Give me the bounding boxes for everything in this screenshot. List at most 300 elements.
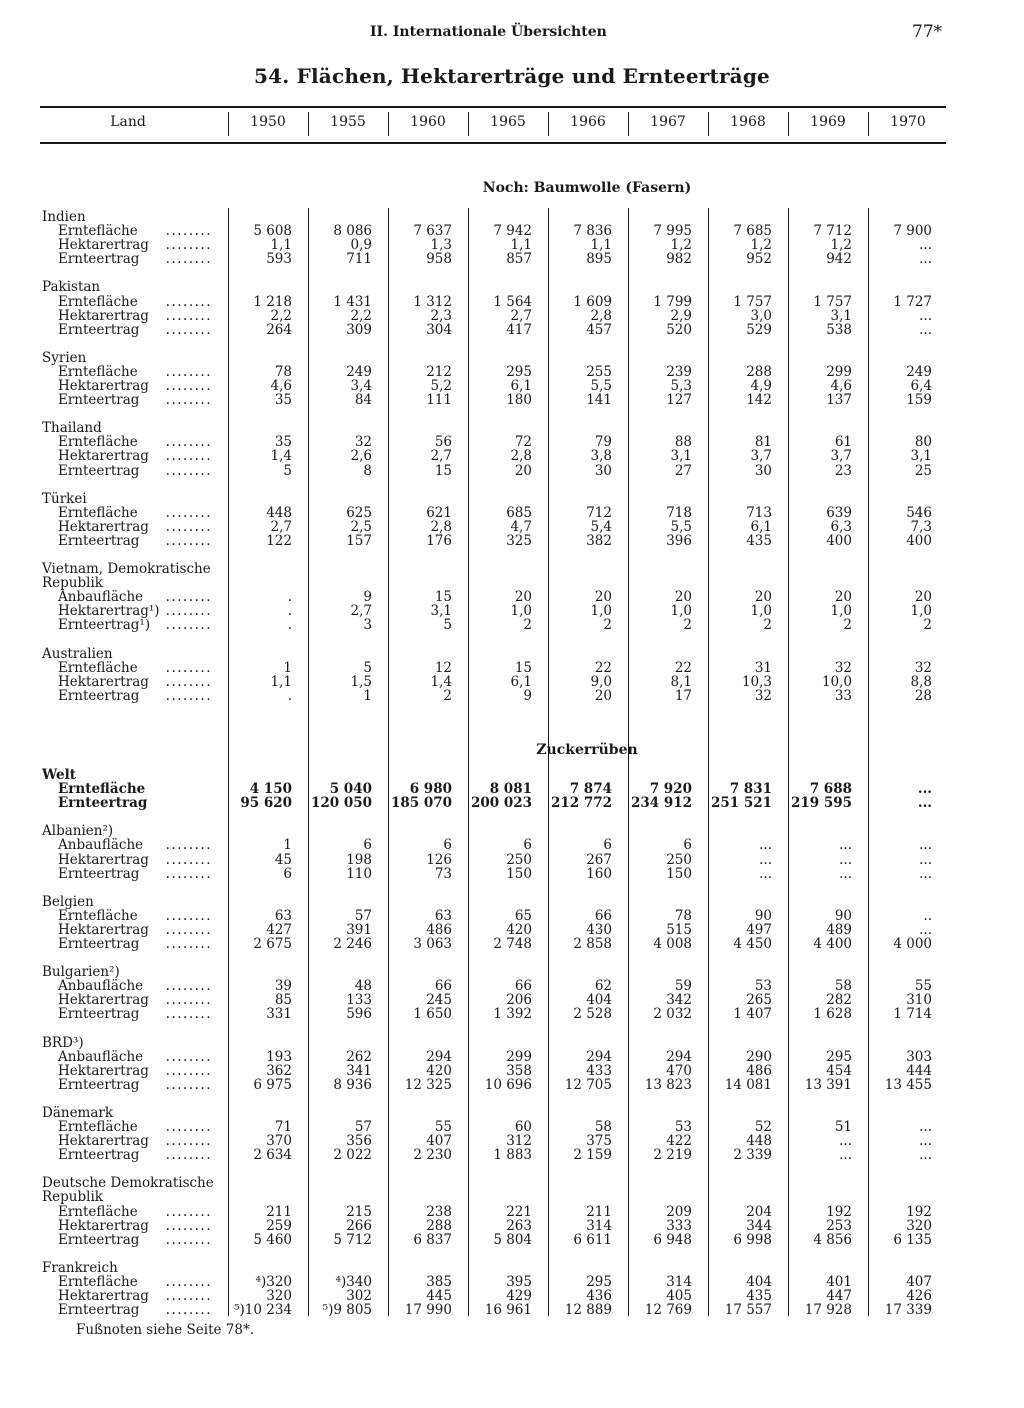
table-cell: 200 023 xyxy=(470,795,532,812)
row-label: Ernteertrag xyxy=(58,462,140,479)
table-cell: 470 xyxy=(666,1062,692,1079)
country-name: Frankreich xyxy=(42,1259,118,1276)
table-cell: ⁵)9 805 xyxy=(322,1302,372,1319)
table-row xyxy=(0,435,1024,449)
table-cell: 23 xyxy=(834,462,852,479)
table-cell: 314 xyxy=(586,1217,612,1234)
leader-dots: ........ xyxy=(165,673,212,690)
table-cell: 262 xyxy=(346,1048,372,1065)
row-label: Hektarertrag xyxy=(58,518,149,535)
table-cell: 13 823 xyxy=(644,1076,692,1093)
table-cell: 249 xyxy=(906,363,932,380)
table-row xyxy=(0,520,1024,534)
table-cell: 57 xyxy=(354,1119,372,1135)
table-cell: 7 836 xyxy=(573,223,612,240)
table-cell: 141 xyxy=(586,392,612,409)
leader-dots: ........ xyxy=(165,617,212,634)
table-cell: 952 xyxy=(746,251,772,268)
table-cell: 9 xyxy=(523,687,532,704)
table-row xyxy=(0,867,1024,881)
country-row xyxy=(0,492,1024,506)
country-row xyxy=(0,1190,1024,1204)
table-cell: ... xyxy=(839,851,852,868)
table-cell: 4,9 xyxy=(750,378,772,394)
table-cell: 3,7 xyxy=(750,448,772,465)
leader-dots: ........ xyxy=(165,921,212,938)
table-cell: 312 xyxy=(506,1133,532,1150)
table-cell: 90 xyxy=(754,907,772,924)
row-label: Ernteertrag xyxy=(58,532,140,549)
table-cell: 66 xyxy=(514,978,532,995)
table-cell: 2 858 xyxy=(573,936,612,952)
table-cell: 20 xyxy=(834,589,852,606)
table-cell: 2 634 xyxy=(253,1147,292,1164)
table-row xyxy=(0,1205,1024,1219)
table-cell: 7,3 xyxy=(910,518,932,535)
table-cell: 1 xyxy=(363,687,372,704)
table-row xyxy=(0,1078,1024,1092)
table-cell: 9,0 xyxy=(590,673,612,690)
table-cell: ⁵)10 234 xyxy=(234,1302,292,1319)
table-cell: 58 xyxy=(834,978,852,995)
table-cell: 10,3 xyxy=(741,673,772,690)
table-cell: 20 xyxy=(514,589,532,606)
table-cell: 266 xyxy=(346,1217,372,1234)
table-cell: 245 xyxy=(426,992,452,1009)
table-cell: 7 688 xyxy=(809,781,852,798)
table-cell: 3,1 xyxy=(830,307,852,324)
country-name: BRD³) xyxy=(42,1034,84,1051)
table-cell: 6 xyxy=(683,837,692,854)
row-label: Ernteertrag xyxy=(58,865,140,882)
table-cell: 6 xyxy=(443,837,452,854)
leader-dots: ........ xyxy=(165,907,212,924)
table-cell: 713 xyxy=(746,504,772,521)
row-label: Hektarertrag xyxy=(58,673,149,690)
leader-dots: ........ xyxy=(165,992,212,1009)
row-label: Ernteertrag xyxy=(58,1006,140,1023)
table-row xyxy=(0,618,1024,632)
table-cell: 253 xyxy=(826,1217,852,1234)
table-cell: 5 xyxy=(283,462,292,479)
table-cell: 333 xyxy=(666,1217,692,1234)
table-cell: 2,8 xyxy=(430,518,452,535)
table-cell: 20 xyxy=(674,589,692,606)
table-cell: 331 xyxy=(266,1006,292,1023)
row-label: Ernteertrag xyxy=(58,1076,140,1093)
leader-dots: ........ xyxy=(165,1288,212,1304)
table-cell: 72 xyxy=(514,434,532,451)
row-label: Hektarertrag xyxy=(58,1133,149,1150)
table-cell: 204 xyxy=(746,1203,772,1220)
table-cell: 294 xyxy=(426,1048,452,1065)
footnote-reference: Fußnoten siehe Seite 78*. xyxy=(76,1322,254,1338)
table-cell: 718 xyxy=(666,504,692,521)
table-cell: 160 xyxy=(586,865,612,882)
table-cell: 39 xyxy=(274,978,292,995)
row-label: Ernteertrag xyxy=(58,1231,140,1248)
table-cell: 497 xyxy=(746,921,772,938)
table-cell: 1,5 xyxy=(350,673,372,690)
table-row xyxy=(0,838,1024,852)
row-label: Ernteertrag xyxy=(58,936,140,952)
table-cell: ... xyxy=(919,921,932,938)
table-cell: 2 339 xyxy=(733,1147,772,1164)
table-row xyxy=(0,661,1024,675)
column-header-year: 1950 xyxy=(250,114,286,130)
table-cell: 593 xyxy=(266,251,292,268)
table-cell: 215 xyxy=(346,1203,372,1220)
table-cell: 5 804 xyxy=(493,1231,532,1248)
country-name: Republik xyxy=(42,575,103,592)
table-cell: 1 757 xyxy=(813,293,852,310)
table-cell: ... xyxy=(919,1119,932,1135)
table-cell: 14 081 xyxy=(724,1076,772,1093)
country-row xyxy=(0,768,1024,782)
table-cell: 396 xyxy=(666,532,692,549)
table-row xyxy=(0,979,1024,993)
table-cell: 2 246 xyxy=(333,936,372,952)
table-cell: 3,1 xyxy=(430,603,452,620)
table-cell: 342 xyxy=(666,992,692,1009)
leader-dots: ........ xyxy=(165,1203,212,1220)
table-cell: 78 xyxy=(274,363,292,380)
table-cell: 294 xyxy=(586,1048,612,1065)
column-header-year: 1965 xyxy=(490,114,526,130)
table-cell: 65 xyxy=(514,907,532,924)
table-cell: 192 xyxy=(826,1203,852,1220)
leader-dots: ........ xyxy=(165,837,212,854)
country-name: Türkei xyxy=(42,490,87,507)
table-cell: 3,1 xyxy=(670,448,692,465)
table-cell: 110 xyxy=(346,865,372,882)
country-row xyxy=(0,1261,1024,1275)
table-cell: 2,6 xyxy=(350,448,372,465)
table-cell: 395 xyxy=(506,1273,532,1290)
column-separator xyxy=(228,112,229,136)
table-cell: 6,3 xyxy=(830,518,852,535)
table-cell: 212 772 xyxy=(550,795,612,812)
column-separator xyxy=(468,112,469,136)
table-row xyxy=(0,993,1024,1007)
running-title: II. Internationale Übersichten xyxy=(370,24,607,40)
table-cell: 234 912 xyxy=(630,795,692,812)
table-cell: 55 xyxy=(434,1119,452,1135)
table-cell: 4 856 xyxy=(813,1231,852,1248)
table-cell: 61 xyxy=(834,434,852,451)
table-cell: 639 xyxy=(826,504,852,521)
table-cell: 48 xyxy=(354,978,372,995)
table-cell: 2,7 xyxy=(510,307,532,324)
table-cell: 35 xyxy=(274,392,292,409)
row-label: Erntefläche xyxy=(58,1119,138,1135)
row-label: Hektarertrag xyxy=(58,448,149,465)
country-name: Albanien²) xyxy=(42,823,114,840)
table-cell: 263 xyxy=(506,1217,532,1234)
column-header-year: 1967 xyxy=(650,114,686,130)
table-cell: ... xyxy=(917,795,932,812)
table-cell: 2 xyxy=(683,617,692,634)
table-cell: 299 xyxy=(506,1048,532,1065)
table-cell: 3,0 xyxy=(750,307,772,324)
column-header-year: 1969 xyxy=(810,114,846,130)
table-cell: 6,4 xyxy=(910,378,932,394)
country-name: Dänemark xyxy=(42,1104,114,1121)
table-cell: 60 xyxy=(514,1119,532,1135)
table-cell: 251 521 xyxy=(710,795,772,812)
table-title: 54. Flächen, Hektarerträge und Ernteerträge xyxy=(254,64,770,88)
row-label: Ernteertrag xyxy=(58,795,148,812)
table-cell: 2,8 xyxy=(510,448,532,465)
table-cell: 7 637 xyxy=(413,223,452,240)
table-cell: 1,1 xyxy=(510,237,532,254)
table-cell: 78 xyxy=(674,907,692,924)
table-cell: 28 xyxy=(914,687,932,704)
table-cell: 5,3 xyxy=(670,378,692,394)
row-label: Hektarertrag xyxy=(58,992,149,1009)
table-cell: 85 xyxy=(274,992,292,1009)
row-label: Hektarertrag xyxy=(58,851,149,868)
row-label: Hektarertrag xyxy=(58,1288,149,1304)
table-cell: 2 748 xyxy=(493,936,532,952)
table-cell: 16 961 xyxy=(484,1302,532,1319)
leader-dots: ........ xyxy=(165,363,212,380)
table-row xyxy=(0,252,1024,266)
table-row xyxy=(0,365,1024,379)
row-label: Erntefläche xyxy=(58,659,138,676)
table-cell: 2 xyxy=(843,617,852,634)
table-cell: 407 xyxy=(426,1133,452,1150)
table-cell: 2,3 xyxy=(430,307,452,324)
leader-dots: ........ xyxy=(165,532,212,549)
table-cell: 1 650 xyxy=(413,1006,452,1023)
section-title: Zuckerrüben xyxy=(536,742,638,758)
row-label: Erntefläche xyxy=(58,781,146,798)
table-cell: 32 xyxy=(754,687,772,704)
table-row xyxy=(0,323,1024,337)
column-header-year: 1968 xyxy=(730,114,766,130)
table-cell: 59 xyxy=(674,978,692,995)
table-cell: 111 xyxy=(426,392,452,409)
table-cell: ⁴)340 xyxy=(335,1273,372,1290)
table-cell: 2 230 xyxy=(413,1147,452,1164)
row-label: Anbaufläche xyxy=(58,837,144,854)
table-cell: 6 611 xyxy=(573,1231,612,1248)
leader-dots: ........ xyxy=(165,1062,212,1079)
table-row xyxy=(0,796,1024,810)
table-cell: 417 xyxy=(506,321,532,338)
table-cell: 238 xyxy=(426,1203,452,1220)
country-name: Bulgarien²) xyxy=(42,964,120,981)
table-cell: 126 xyxy=(426,851,452,868)
table-cell: 3 xyxy=(363,617,372,634)
table-cell: 73 xyxy=(434,865,452,882)
table-row xyxy=(0,923,1024,937)
table-cell: 982 xyxy=(666,251,692,268)
column-separator xyxy=(708,112,709,136)
table-cell: 489 xyxy=(826,921,852,938)
table-cell: 454 xyxy=(826,1062,852,1079)
table-cell: 17 xyxy=(674,687,692,704)
leader-dots: ........ xyxy=(165,237,212,254)
table-cell: 5,2 xyxy=(430,378,452,394)
table-cell: 9 xyxy=(363,589,372,606)
row-label: Anbaufläche xyxy=(58,589,144,606)
table-cell: 35 xyxy=(274,434,292,451)
table-cell: 32 xyxy=(354,434,372,451)
header-bottom-rule xyxy=(40,142,946,144)
table-cell: ... xyxy=(839,837,852,854)
table-cell: 435 xyxy=(746,532,772,549)
leader-dots: ........ xyxy=(165,448,212,465)
table-row xyxy=(0,309,1024,323)
table-cell: 55 xyxy=(914,978,932,995)
table-cell: 180 xyxy=(506,392,532,409)
country-name: Pakistan xyxy=(42,279,101,296)
table-cell: 7 685 xyxy=(733,223,772,240)
table-cell: 120 050 xyxy=(310,795,372,812)
table-cell: 310 xyxy=(906,992,932,1009)
table-cell: 53 xyxy=(674,1119,692,1135)
table-row xyxy=(0,853,1024,867)
table-cell: 5 712 xyxy=(333,1231,372,1248)
column-header-land: Land xyxy=(110,114,146,130)
table-cell: 150 xyxy=(666,865,692,882)
table-cell: ... xyxy=(919,1147,932,1164)
table-cell: 295 xyxy=(586,1273,612,1290)
table-cell: 5,5 xyxy=(670,518,692,535)
table-cell: 57 xyxy=(354,907,372,924)
table-cell: 2 xyxy=(923,617,932,634)
table-cell: 7 874 xyxy=(569,781,612,798)
column-separator xyxy=(868,112,869,136)
table-cell: 198 xyxy=(346,851,372,868)
table-cell: 1 392 xyxy=(493,1006,532,1023)
column-header-year: 1970 xyxy=(890,114,926,130)
country-row xyxy=(0,647,1024,661)
country-row xyxy=(0,1106,1024,1120)
leader-dots: ........ xyxy=(165,851,212,868)
table-cell: 5 608 xyxy=(253,223,292,240)
table-cell: 63 xyxy=(434,907,452,924)
column-separator xyxy=(388,112,389,136)
row-label: Anbaufläche xyxy=(58,978,144,995)
table-cell: 2,2 xyxy=(270,307,292,324)
table-cell: ... xyxy=(919,321,932,338)
row-label: Ernteertrag xyxy=(58,321,140,338)
table-cell: 3,8 xyxy=(590,448,612,465)
table-cell: 7 712 xyxy=(813,223,852,240)
table-cell: 3,7 xyxy=(830,448,852,465)
leader-dots: ........ xyxy=(165,1076,212,1093)
table-cell: 10 696 xyxy=(484,1076,532,1093)
table-cell: 447 xyxy=(826,1288,852,1304)
table-cell: 20 xyxy=(514,462,532,479)
leader-dots: ........ xyxy=(165,307,212,324)
row-label: Anbaufläche xyxy=(58,1048,144,1065)
table-cell: 2,5 xyxy=(350,518,372,535)
table-cell: 12 769 xyxy=(644,1302,692,1319)
table-cell: 8 081 xyxy=(489,781,532,798)
table-cell: 4,7 xyxy=(510,518,532,535)
table-cell: 385 xyxy=(426,1273,452,1290)
table-cell: 13 391 xyxy=(804,1076,852,1093)
table-row xyxy=(0,689,1024,703)
table-row xyxy=(0,1289,1024,1303)
table-cell: 51 xyxy=(834,1119,852,1135)
table-cell: 1 407 xyxy=(733,1006,772,1023)
table-cell: 433 xyxy=(586,1062,612,1079)
table-cell: 15 xyxy=(434,589,452,606)
leader-dots: ........ xyxy=(165,251,212,268)
table-row xyxy=(0,590,1024,604)
country-name: Deutsche Demokratische xyxy=(42,1175,214,1192)
column-header-year: 1966 xyxy=(570,114,606,130)
table-cell: 150 xyxy=(506,865,532,882)
table-cell: 52 xyxy=(754,1119,772,1135)
table-cell: 5 040 xyxy=(329,781,372,798)
table-cell: 457 xyxy=(586,321,612,338)
table-row xyxy=(0,393,1024,407)
table-cell: 12 705 xyxy=(564,1076,612,1093)
table-cell: 445 xyxy=(426,1288,452,1304)
table-cell: . xyxy=(287,603,292,620)
leader-dots: ........ xyxy=(165,1048,212,1065)
table-cell: 53 xyxy=(754,978,772,995)
table-cell: 8,1 xyxy=(670,673,692,690)
table-row xyxy=(0,506,1024,520)
table-row xyxy=(0,909,1024,923)
table-cell: 15 xyxy=(514,659,532,676)
table-cell: 33 xyxy=(834,687,852,704)
table-cell: 45 xyxy=(274,851,292,868)
table-cell: 356 xyxy=(346,1133,372,1150)
table-cell: ⁴)320 xyxy=(255,1273,292,1290)
table-cell: 320 xyxy=(906,1217,932,1234)
table-cell: 17 557 xyxy=(724,1302,772,1319)
country-row xyxy=(0,1036,1024,1050)
table-cell: 282 xyxy=(826,992,852,1009)
table-row xyxy=(0,238,1024,252)
leader-dots: ........ xyxy=(165,1119,212,1135)
column-separator xyxy=(788,112,789,136)
table-cell: 66 xyxy=(434,978,452,995)
country-row xyxy=(0,576,1024,590)
table-row xyxy=(0,1219,1024,1233)
row-label: Hektarertrag¹) xyxy=(58,603,160,620)
table-cell: 288 xyxy=(426,1217,452,1234)
table-cell: 12 325 xyxy=(404,1076,452,1093)
table-cell: 4 450 xyxy=(733,936,772,952)
table-cell: 193 xyxy=(266,1048,292,1065)
table-cell: 239 xyxy=(666,363,692,380)
table-cell: ... xyxy=(839,1147,852,1164)
row-label: Ernteertrag¹) xyxy=(58,617,151,634)
table-cell: 325 xyxy=(506,532,532,549)
table-cell: 1,2 xyxy=(830,237,852,254)
table-cell: 1 609 xyxy=(573,293,612,310)
table-cell: 400 xyxy=(826,532,852,549)
table-cell: 62 xyxy=(594,978,612,995)
page-number: 77* xyxy=(912,22,943,42)
table-row xyxy=(0,379,1024,393)
country-name: Belgien xyxy=(42,893,94,910)
table-cell: 711 xyxy=(346,251,372,268)
table-cell: 444 xyxy=(906,1062,932,1079)
table-cell: 7 900 xyxy=(893,223,932,240)
table-cell: 1,1 xyxy=(270,673,292,690)
leader-dots: ........ xyxy=(165,378,212,394)
